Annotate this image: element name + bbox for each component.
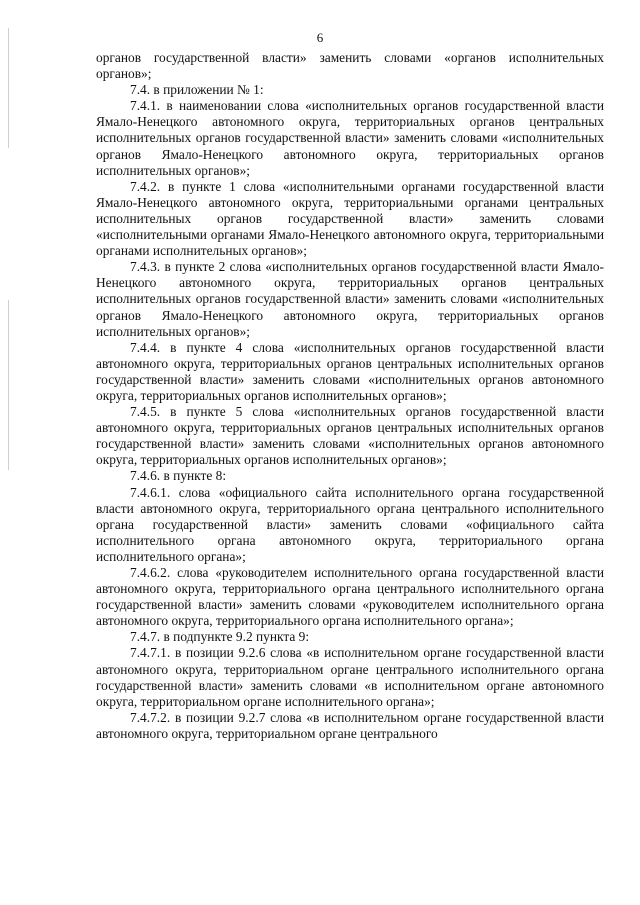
scan-margin-line — [8, 28, 9, 148]
paragraph: 7.4.7.2. в позиции 9.2.7 слова «в исполнительном органе государственной власти автономного округа, территориальном органе центрального — [96, 709, 604, 741]
paragraph: 7.4.6.1. слова «официального сайта исполнительного органа государственной власти автономного округа, территориального органа центрального исполнительного органа государственной власти» заменить словами «официального сайта исполнительного органа автономного округа, территориального органа исполнительного органа»; — [96, 484, 604, 564]
paragraph: 7.4.4. в пункте 4 слова «исполнительных органов государственной власти автономного округа, территориальных органов центральных исполнительных органов государственной власти» заменить словами «исполнительных органов автономного округа, территориальных органов исполнительных органов»; — [96, 339, 604, 403]
document-body — [96, 50, 604, 742]
page-number: 6 — [316, 30, 324, 45]
paragraph: 7.4.7.1. в позиции 9.2.6 слова «в исполнительном органе государственной власти автономного округа, территориальном органе центрального исполнительного органа государственной власти» заменить словами «в исполнительном органе автономного округа, территориальном органе исполнительного органа»; — [96, 645, 604, 709]
paragraph: 7.4.5. в пункте 5 слова «исполнительных органов государственной власти автономного округа, территориальных органов центральных исполнительных органов государственной власти» заменить словами «исполнительных органов автономного округа, территориальных органов исполнительных органов»; — [96, 404, 604, 468]
paragraph: 7.4.1. в наименовании слова «исполнительных органов государственной власти Ямало-Ненецкого автономного округа, территориальных органов центральных исполнительных органов государственной власти» заменить словами «исполнительных органов Ямало-Ненецкого автономного округа, территориальных органов исполнительных органов»; — [96, 98, 604, 178]
paragraph: 7.4.7. в подпункте 9.2 пункта 9: — [130, 629, 310, 645]
paragraph: 7.4.2. в пункте 1 слова «исполнительными органами государственной власти Ямало-Ненецкого автономного округа, территориальными органами центральных исполнительных органов государственной власти» заменить словами «исполнительными органами Ямало-Ненецкого автономного округа, территориальными органами исполнительных органов»; — [96, 178, 604, 259]
paragraph: 7.4.3. в пункте 2 слова «исполнительных органов государственной власти Ямало-Ненецкого автономного округа, территориальных органов центральных исполнительных органов государственной власти» заменить словами «исполнительных органов Ямало-Ненецкого автономного округа, территориальных органов исполнительных органов»; — [96, 259, 604, 339]
paragraph: органов государственной власти» заменить словами «органов исполнительных органов»; — [96, 50, 604, 82]
paragraph: 7.4.6.2. слова «руководителем исполнительного органа государственной власти автономного округа, территориального органа центрального исполнительного органа государственной власти» заменить словами «руководителем исполнительного органа автономного округа, территориального органа исполнительного органа»; — [96, 565, 604, 629]
paragraph: 7.4.6. в пункте 8: — [130, 468, 227, 484]
paragraph: 7.4. в приложении № 1: — [130, 82, 264, 98]
scan-margin-line — [8, 300, 9, 470]
